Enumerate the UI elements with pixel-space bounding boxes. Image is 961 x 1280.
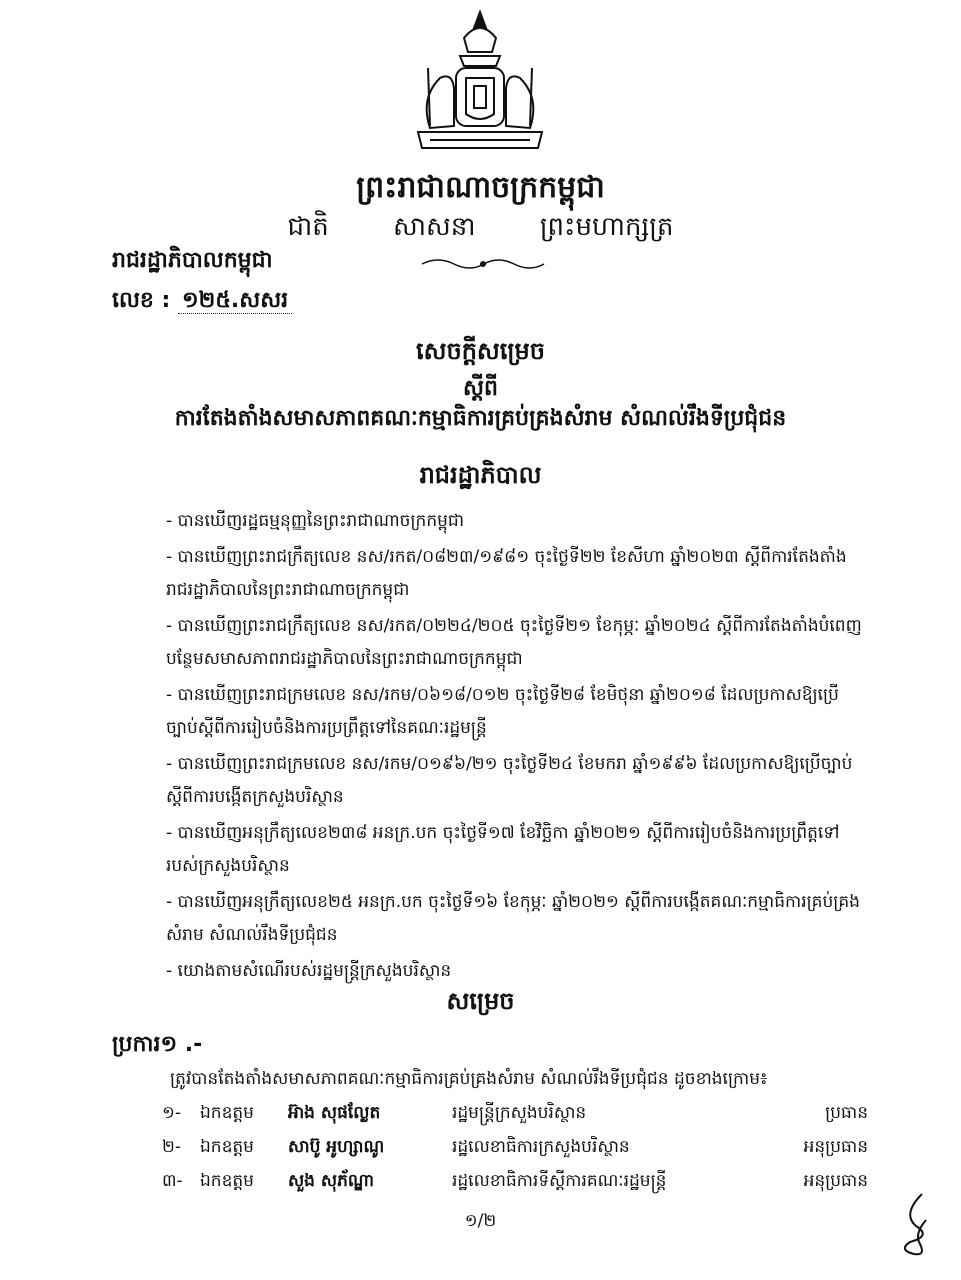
member-name: សាប៊ូ អូហ្សាណូ: [288, 1136, 385, 1157]
member-position: ប្រធាន: [825, 1102, 868, 1123]
issuing-government: រាជរដ្ឋាភិបាលកម្ពុជា: [112, 248, 273, 273]
motto-nation: ជាតិ: [287, 212, 329, 242]
table-row: [160, 1097, 870, 1131]
ornament-divider-icon: [418, 256, 548, 272]
preamble-item: - បានឃើញព្រះរាជក្រឹត្យលេខ នស/រកត/០៨២៣/១៩៨១ ចុះថ្ងៃទី២២ ខែសីហា ឆ្នាំ២០២៣ ស្តីពីការតែងតាំងរាជរដ្ឋាភិបាលនៃព្រះរាជាណាចក្រកម្ពុជា: [166, 547, 847, 600]
member-position: អនុប្រធាន: [803, 1136, 868, 1157]
document-number-label: លេខ :: [112, 288, 171, 313]
handwritten-initial-icon: [892, 1190, 942, 1260]
table-row: [160, 1131, 870, 1165]
document-type: សេចក្តីសម្រេច: [415, 337, 546, 365]
preamble-item: - បានឃើញព្រះរាជក្រមលេខ នស/រកម/០៦១៨/០១២ ចុះថ្ងៃទី២៨ ខែមិថុនា ឆ្នាំ២០១៨ ដែលប្រកាសឱ្យប្រើច្បាប់ស្តីពីការរៀបចំនិងការប្រព្រឹត្តទៅនៃគណៈរដ្ឋមន្ត្រី: [166, 685, 839, 738]
preamble-item: - បានឃើញអនុក្រឹត្យលេខ២៥ អនក្រ.បក ចុះថ្ងៃទី១៦ ខែកុម្ភៈ ឆ្នាំ២០២១ ស្តីពីការបង្កើតគណៈកម្មាធិការគ្រប់គ្រងសំរាម សំណល់រឹងទីប្រជុំជន: [166, 892, 860, 945]
royal-coat-of-arms-icon: [400, 8, 560, 163]
member-role: រដ្ឋមន្ត្រីក្រសួងបរិស្ថាន: [452, 1102, 587, 1123]
member-role: រដ្ឋលេខាធិការទីស្តីការគណៈរដ្ឋមន្ត្រី: [452, 1170, 667, 1191]
member-title: ឯកឧត្តម: [200, 1102, 254, 1123]
member-title: ឯកឧត្តម: [200, 1136, 254, 1157]
member-index: ២-: [162, 1136, 182, 1157]
member-title: ឯកឧត្តម: [200, 1170, 254, 1191]
members-table: [160, 1097, 870, 1199]
member-index: ៣-: [162, 1170, 183, 1191]
issuing-authority: រាជរដ្ឋាភិបាល: [419, 461, 542, 489]
article-label: ប្រការ១ .-: [112, 1032, 203, 1057]
title-about: ស្តីពី: [463, 376, 498, 401]
decision-heading: សម្រេច: [446, 987, 515, 1015]
member-name: សួង សុភ័ណ្ឌា: [288, 1170, 375, 1191]
kingdom-name: ព្រះរាជាណាចក្រកម្ពុជា: [356, 170, 605, 205]
article-text: ត្រូវបានតែងតាំងសមាសភាពគណៈកម្មាធិការគ្រប់គ្រងសំរាម សំណល់រឹងទីប្រជុំជន ដូចខាងក្រោម៖: [170, 1069, 768, 1089]
preamble-item: - យោងតាមសំណើរបស់រដ្ឋមន្ត្រីក្រសួងបរិស្ថាន: [166, 961, 452, 981]
preamble-item: - បានឃើញអនុក្រឹត្យលេខ២៣៨ អនក្រ.បក ចុះថ្ងៃទី១៧ ខែវិច្ឆិកា ឆ្នាំ២០២១ ស្តីពីការរៀបចំនិងការប្រព្រឹត្តទៅរបស់ក្រសួងបរិស្ថាន: [166, 823, 840, 876]
preamble-list: [166, 505, 866, 991]
page-number: ១/២: [464, 1211, 497, 1231]
preamble-item: - បានឃើញព្រះរាជក្រឹត្យលេខ នស/រកត/០២២៤/២០៥ ចុះថ្ងៃទី២១ ខែកុម្ភៈ ឆ្នាំ២០២៤ ស្តីពីការតែងតាំងបំពេញបន្ថែមសមាសភាពរាជរដ្ឋាភិបាលនៃព្រះរាជាណាចក្រកម្ពុជា: [166, 616, 862, 669]
motto-king: ព្រះមហាក្សត្រ: [539, 212, 674, 242]
preamble-item: - បានឃើញរដ្ឋធម្មនុញ្ញនៃព្រះរាជាណាចក្រកម្ពុជា: [166, 511, 465, 531]
document-subject: ការតែងតាំងសមាសភាពគណៈកម្មាធិការគ្រប់គ្រងសំរាម សំណល់រឹងទីប្រជុំជន: [174, 406, 787, 431]
table-row: [160, 1165, 870, 1199]
member-name: អ៊ាង សុផល្លែត: [288, 1102, 381, 1123]
document-number: [112, 286, 292, 318]
member-role: រដ្ឋលេខាធិការក្រសួងបរិស្ថាន: [452, 1136, 630, 1157]
member-position: អនុប្រធាន: [803, 1170, 868, 1191]
preamble-item: - បានឃើញព្រះរាជក្រមលេខ នស/រកម/០១៩៦/២១ ចុះថ្ងៃទី២៤ ខែមករា ឆ្នាំ១៩៩៦ ដែលប្រកាសឱ្យប្រើច្បាប់ស្តីពីការបង្កើតក្រសួងបរិស្ថាន: [166, 754, 853, 807]
national-motto: [0, 210, 961, 248]
motto-religion: សាសនា: [393, 212, 476, 242]
member-index: ១-: [162, 1102, 182, 1123]
document-number-value: ១២៥.សសរ: [178, 288, 292, 314]
